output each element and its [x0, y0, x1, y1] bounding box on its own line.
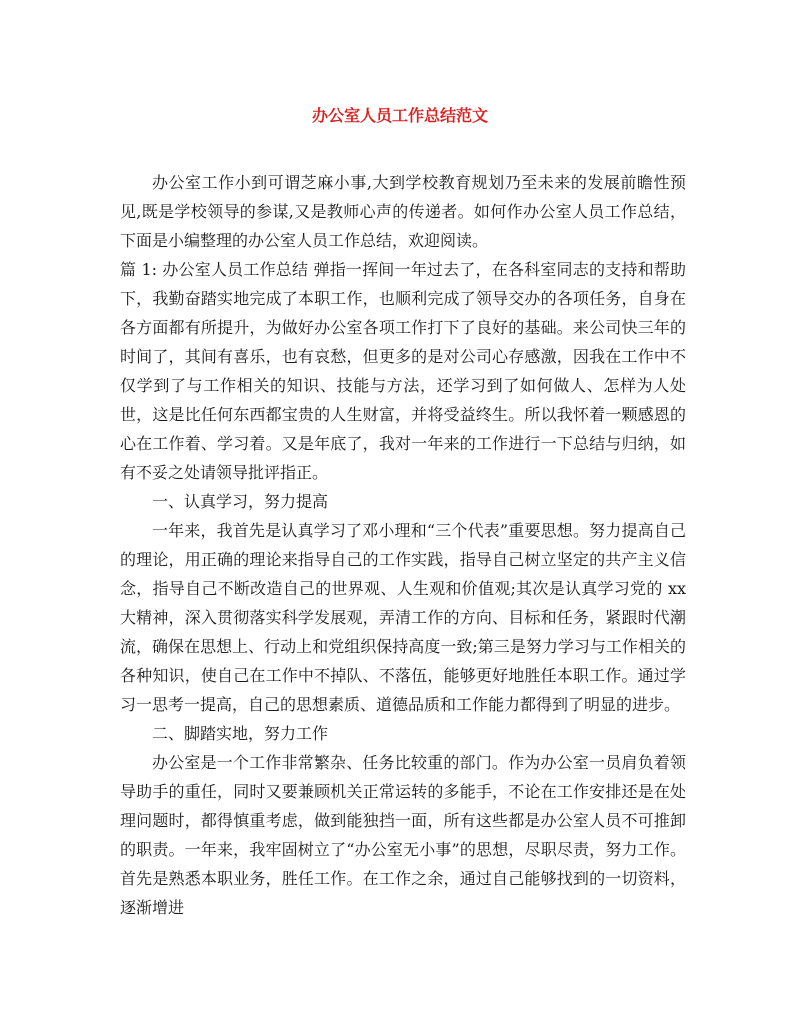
document-body	[120, 168, 686, 922]
body-paragraph-1: 一年来，我首先是认真学习了邓小理和“三个代表”重要思想。努力提高自己的理论，用正确的理论来指导自己的工作实践，指导自己树立坚定的共产主义信念，指导自己不断改造自己的世界观、人生观和价值观;其次是认真学习党的 xx 大精神，深入贯彻落实科学发展观，弄清工作的方向、目标和任务，紧跟时代潮流，确保在思想上、行动上和党组织保持高度一致;第三是努力学习与工作相关的各种知识，使自己在工作中不掉队、不落伍，能够更好地胜任本职工作。通过学习一思考一提高，自己的思想素质、道德品质和工作能力都得到了明显的进步。	[120, 521, 686, 714]
intro-paragraph: 办公室工作小到可谓芝麻小事,大到学校教育规划乃至未来的发展前瞻性预见,既是学校领导的参谋,又是教师心声的传递者。如何作办公室人员工作总结，下面是小编整理的办公室人员工作总结，欢迎阅读。	[120, 173, 686, 250]
document-title: 办公室人员工作总结范文	[311, 106, 488, 125]
section-paragraph-part1: 篇 1: 办公室人员工作总结 弹指一挥间一年过去了，在各科室同志的支持和帮助下，我勤奋踏实地完成了本职工作，也顺利完成了领导交办的各项任务，自身在各方面都有所提升，为做好办公室各项工作打下了良好的基础。来公司快三年的时间了，其间有喜乐，也有哀愁，但更多的是对公司心存感激，因我在工作中不仅学到了与工作相关的知识、技能与方法，还学习到了如何做人、怎样为人处世，这是比任何东西都宝贵的人生财富，并将受益终生。所以我怀着一颗感恩的心在工作着、学习着。又是年底了，我对一年来的工作进行一下总结与归纳，如有不妥之处请领导批评指正。	[120, 260, 686, 482]
section-heading-2: 二、脚踏实地，努力工作	[152, 724, 329, 743]
body-paragraph-2: 办公室是一个工作非常繁杂、任务比较重的部门。作为办公室一员肩负着领导助手的重任，同时又要兼顾机关正常运转的多能手，不论在工作安排还是在处理问题时，都得慎重考虑，做到能独挡一面，所有这些都是办公室人员不可推卸的职责。一年来，我牢固树立了“办公室无小事”的思想，尽职尽责，努力工作。首先是熟悉本职业务，胜任工作。在工作之余，通过自己能够找到的一切资料，逐渐增进	[120, 753, 686, 917]
section-heading-1: 一、认真学习，努力提高	[152, 492, 329, 511]
